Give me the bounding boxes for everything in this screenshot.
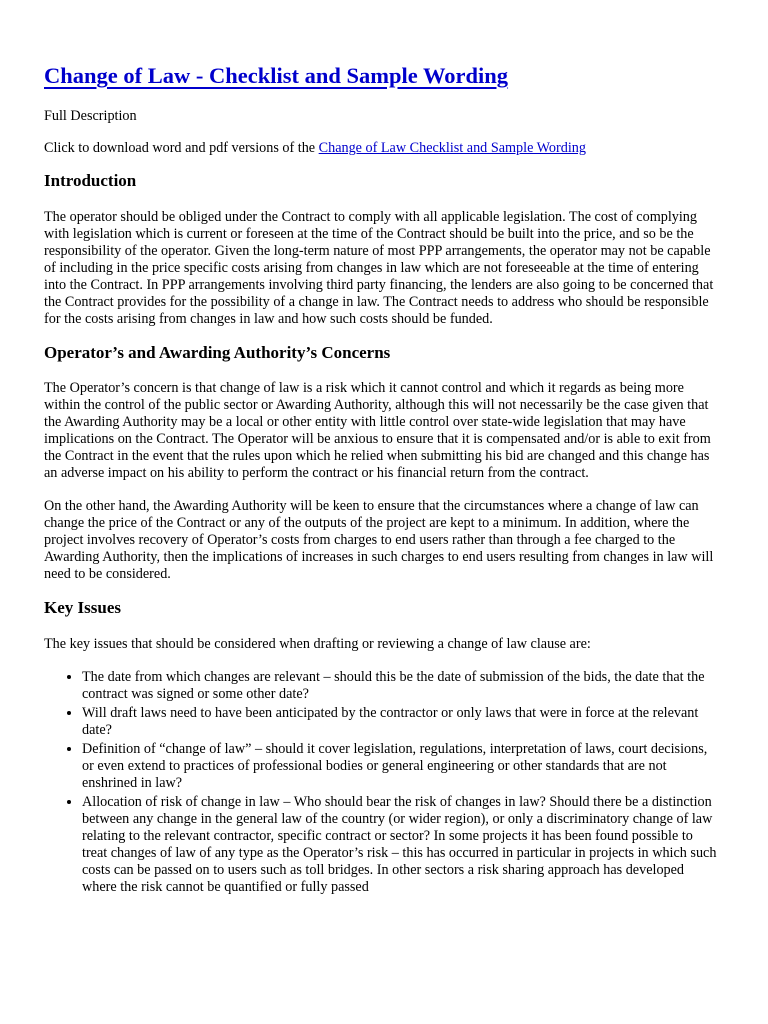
- title-link[interactable]: Change of Law - Checklist and Sample Wording: [44, 63, 509, 88]
- list-item: • Definition of “change of law” – should it cover legislation, regulations, interpretation of laws, court decisions, or even extend to practices of professional bodies or general engineering or other standards that are not enshrined in law?: [82, 741, 718, 792]
- concerns-paragraph-1: The Operator’s concern is that change of law is a risk which it cannot control and which it regards as being more within the control of the public sector or Awarding Authority, although this will not necessarily be the case given that the Awarding Authority may be a local or other entity with little control over state-wide legislation that may have implications on the Contract. The Operator will be anxious to ensure that it is compensated and/or is able to exit from the Contract in the event that the rules upon which he relied when submitting his bid are changed and this change has an adverse impact on his ability to perform the contract or his financial return from the contract.: [44, 380, 711, 482]
- introduction-paragraph: The operator should be obliged under the Contract to comply with all applicable legislation. The cost of complying with legislation which is current or foreseen at the time of the Contract should be built into the price, and so be the responsibility of the operator. Given the long-term nature of most PPP arrangements, the operator may not be capable of including in the price specific costs arising from changes in law which are not foreseeable at the time of entering into the Contract. In PPP arrangements involving third party financing, the lenders are also going to be concerned that the Contract provides for the possibility of a change in law. The Contract needs to address who should be responsible for the costs arising from changes in law and how such costs should be funded.: [44, 208, 714, 327]
- download-line: [44, 140, 718, 157]
- concerns-heading: Operator’s and Awarding Authority’s Concerns: [44, 342, 391, 362]
- download-prefix: Click to download word and pdf versions of the: [44, 140, 319, 156]
- concerns-paragraph-2: On the other hand, the Awarding Authority will be keen to ensure that the circumstances where a change of law can change the price of the Contract or any of the outputs of the project are kept to a minimum. In addition, where the project involves recovery of Operator’s costs from charges to end users rather than through a fee charged to the Awarding Authority, then the implications of increases in such charges to end users resulting from changes in law will need to be considered.: [44, 498, 714, 583]
- key-issues-heading: Key Issues: [44, 598, 121, 618]
- list-item: • Allocation of risk of change in law – Who should bear the risk of changes in law? Should there be a distinction between any change in the general law of the country (or wider region), or only a discriminatory change of law relating to the relevant contractor, specific contract or sector? In some projects it has been found possible to treat changes of law of any type as the Operator’s risk – this has occurred in particular in projects in which such costs can be passed on to users such as toll bridges. In other sectors a risk sharing approach has developed where the risk cannot be quantified or fully passed: [82, 794, 718, 896]
- key-issues-intro: The key issues that should be considered when drafting or reviewing a change of law clause are:: [44, 636, 591, 653]
- checklist-download-link[interactable]: Change of Law Checklist and Sample Wording: [318, 140, 586, 156]
- full-description-label: Full Description: [44, 108, 137, 124]
- key-issues-list: [44, 669, 718, 896]
- page-title: [44, 56, 718, 89]
- introduction-heading: Introduction: [44, 171, 137, 190]
- list-item: • Will draft laws need to have been anticipated by the contractor or only laws that were in force at the relevant date?: [82, 705, 718, 739]
- list-item: • The date from which changes are relevant – should this be the date of submission of the bids, the date that the contract was signed or some other date?: [82, 669, 718, 703]
